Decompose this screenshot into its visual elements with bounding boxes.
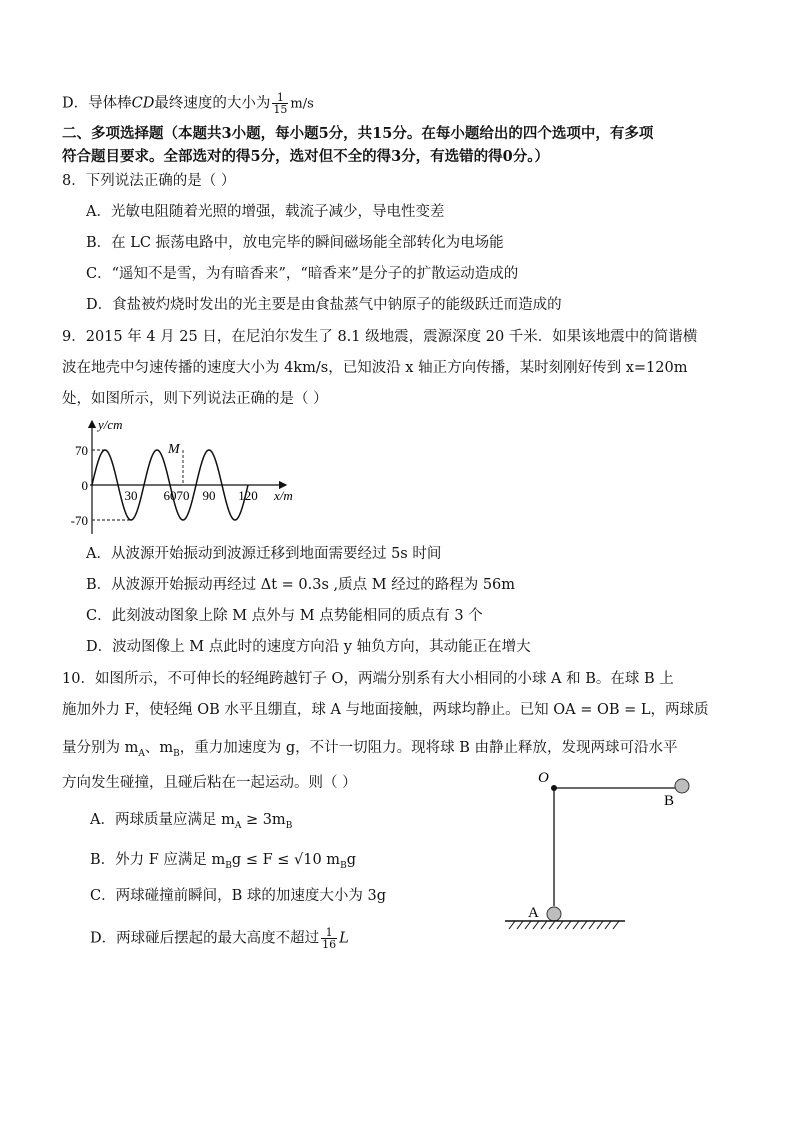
q10-a-pre: A．两球质量应满足 m <box>90 812 235 828</box>
q10-option-c: C．两球碰撞前瞬间，B 球的加速度大小为 3g <box>90 888 386 904</box>
q10-d-num: 1 <box>321 927 337 939</box>
q9-line1: 9．2015 年 4 月 25 日，在尼泊尔发生了 8.1 级地震，震源深度 20 千米．如果该地震中的简谐横 <box>62 329 698 345</box>
q10-b-sub-b2: B <box>340 860 347 871</box>
ball-b-label: B <box>664 793 675 809</box>
y-axis-label: y/cm <box>98 417 123 432</box>
x-tick-label: 30 <box>124 488 138 503</box>
q8-option-d: D．食盐被灼烧时发出的光主要是由食盐蒸气中钠原子的能级跃迁而造成的 <box>86 297 562 313</box>
q10-a-sub-a: A <box>234 820 242 831</box>
q8-option-a: A．光敏电阻随着光照的增强，载流子减少，导电性变差 <box>86 204 445 220</box>
q10-d-den: 16 <box>322 938 337 951</box>
q9-option-a: A．从波源开始振动到波源迁移到地面需要经过 5s 时间 <box>86 546 442 562</box>
pendulum-figure <box>500 765 730 940</box>
q10-line3a: 量分别为 m <box>62 740 139 756</box>
q10-line3-sub-a: A <box>138 748 145 759</box>
x-tick-label: 60 <box>163 488 177 503</box>
q10-b-pre: B．外力 F 应满足 m <box>90 852 226 868</box>
q10-b-sub-b1: B <box>225 860 232 871</box>
q10-line1: 10．如图所示，不可伸长的轻绳跨越钉子 O，两端分别系有大小相同的小球 A 和 B。在球 B 上 <box>62 671 674 687</box>
q10-line2: 施加外力 F，使轻绳 OB 水平且绷直，球 A 与地面接触，两球均静止。已知 OA = OB = L，两球质 <box>62 702 709 718</box>
prev-d-fraction <box>272 92 288 115</box>
prev-d-unit: m/s <box>290 96 314 112</box>
q10-line3b: 、m <box>144 740 174 756</box>
q10-d-pre: D．两球碰后摆起的最大高度不超过 <box>90 930 320 947</box>
prev-d-num: 1 <box>272 92 288 104</box>
x-tick-label: 90 <box>202 488 216 503</box>
q8-option-b: B．在 LC 振荡电路中，放电完毕的瞬间磁场能全部转化为电场能 <box>86 235 504 251</box>
q10-a-post: ≥ 3m <box>241 812 286 828</box>
ground-hatch <box>509 921 619 929</box>
q9-option-d: D．波动图像上 M 点此时的速度方向沿 y 轴负方向，其动能正在增大 <box>86 639 531 655</box>
prev-option-d <box>62 92 314 115</box>
x-tick-label: 120 <box>238 488 258 503</box>
q10-line3-sub-b: B <box>173 748 180 759</box>
prev-d-den: 15 <box>273 103 288 116</box>
ball-a-label: A <box>528 905 539 921</box>
q10-option-d <box>90 927 349 950</box>
y-tick-label: 70 <box>75 443 88 458</box>
q10-d-post: L <box>339 930 349 947</box>
q10-b-post: g <box>346 852 356 868</box>
q8-stem: 8．下列说法正确的是（ ） <box>62 173 236 189</box>
wave-chart <box>60 415 320 540</box>
q10-line4: 方向发生碰撞，且碰后粘在一起运动。则（ ） <box>62 775 357 791</box>
q10-a-sub-b: B <box>285 820 293 831</box>
q10-option-a <box>90 810 292 836</box>
q10-line3 <box>62 738 678 764</box>
section2-line2: 符合题目要求。全部选对的得5分，选对但不全的得3分，有选错的得0分。） <box>62 148 550 165</box>
nail-o-label: O <box>538 770 549 786</box>
y-tick-label: -70 <box>70 513 88 528</box>
q9-line3: 处，如图所示，则下列说法正确的是（ ） <box>62 391 328 407</box>
q10-line3c: ，重力加速度为 g，不计一切阻力。现将球 B 由静止释放，发现两球可沿水平 <box>179 740 678 756</box>
q10-b-mid: g ≤ F ≤ √10 m <box>231 852 341 868</box>
q9-line2: 波在地壳中匀速传播的速度大小为 4km/s，已知波沿 x 轴正方向传播，某时刻刚好传到 x=120m <box>62 360 688 376</box>
q9-option-c: C．此刻波动图象上除 M 点外与 M 点势能相同的质点有 3 个 <box>86 608 483 624</box>
q10-option-b <box>90 850 356 876</box>
x-tick-label: 70 <box>176 488 190 503</box>
ball-a <box>547 907 561 921</box>
point-m-label: M <box>168 442 180 457</box>
ball-b <box>675 779 689 793</box>
q10-d-fraction <box>321 927 337 950</box>
prev-d-prefix: D．导体棒 <box>62 95 132 112</box>
y-tick-label: 0 <box>81 478 88 493</box>
q8-option-c: C．“遥知不是雪，为有暗香来”，“暗香来”是分子的扩散运动造成的 <box>86 266 519 282</box>
q9-option-b: B．从波源开始振动再经过 Δt = 0.3s ,质点 M 经过的路程为 56m <box>86 577 516 593</box>
prev-d-mid: 最终速度的大小为 <box>154 95 271 112</box>
prev-d-cd: CD <box>131 95 155 112</box>
section2-line1: 二、多项选择题（本题共3小题，每小题5分，共15分。在每小题给出的四个选项中，有多项 <box>62 125 654 142</box>
x-axis-label: x/m <box>274 488 293 503</box>
